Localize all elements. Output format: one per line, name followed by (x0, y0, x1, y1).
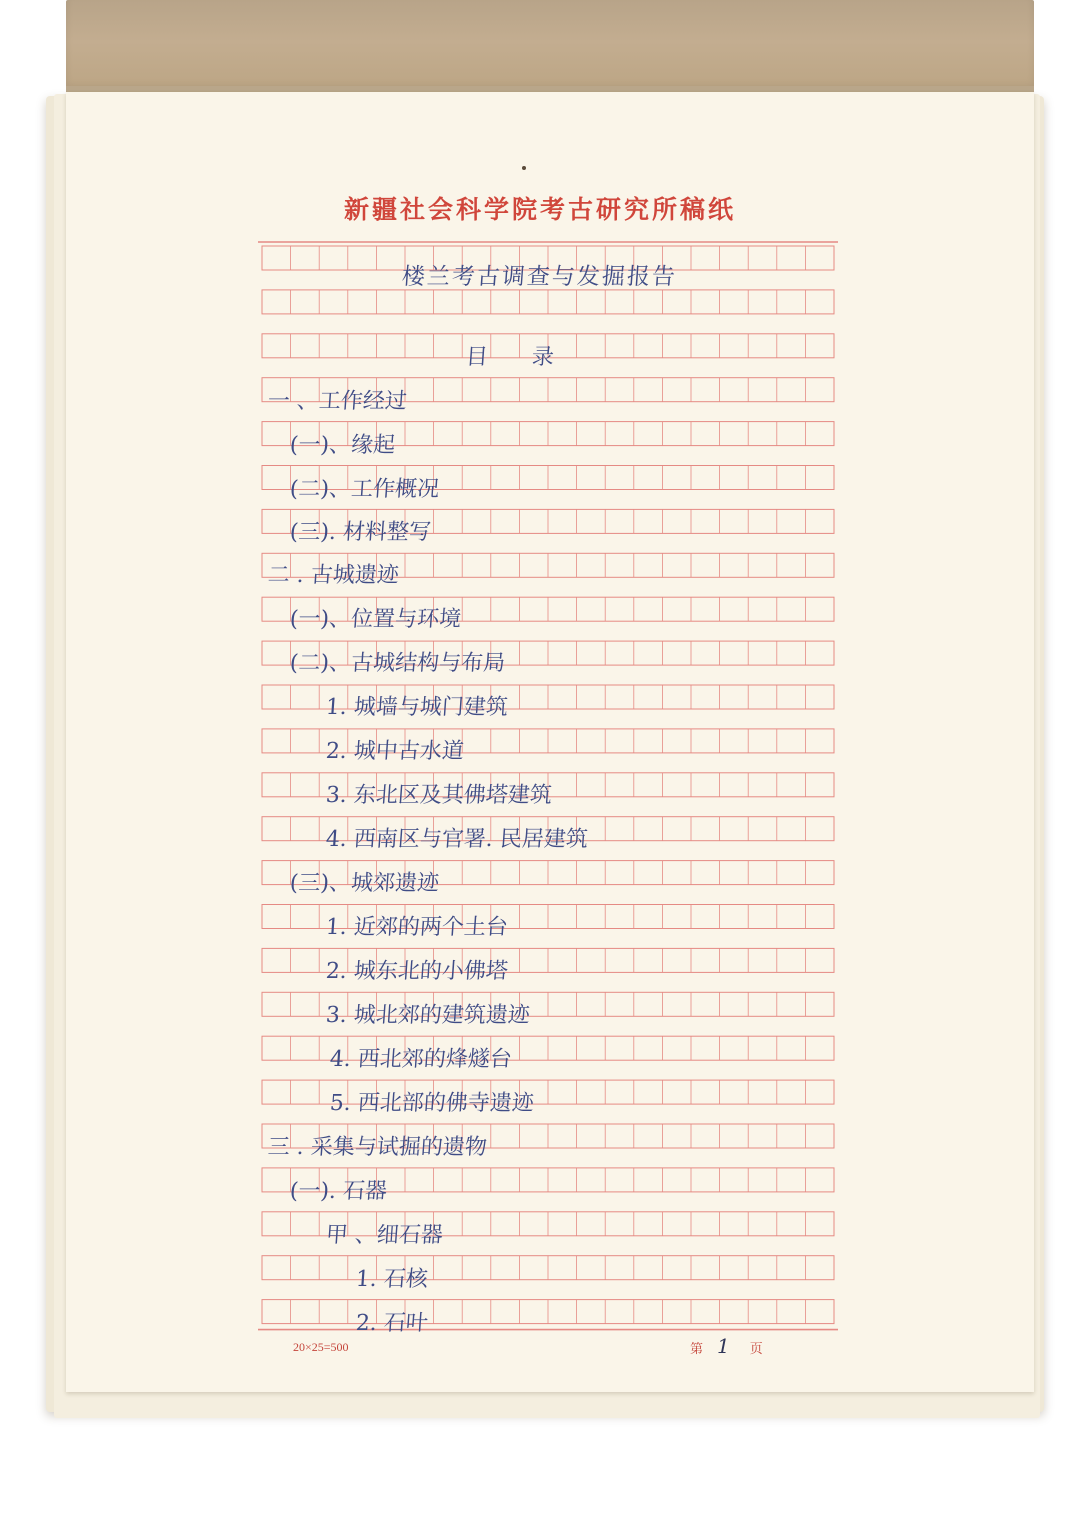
page-label (690, 1334, 763, 1358)
toc-line: (三)、城郊遗迹 (288, 871, 440, 896)
toc-line: (二)、工作概况 (288, 477, 440, 502)
toc-line: (一)、缘起 (288, 433, 396, 458)
toc-line: (二)、古城结构与布局 (288, 651, 506, 676)
toc-heading: 目 录 (464, 345, 555, 370)
toc-line: (一). 石器 (288, 1179, 388, 1204)
toc-line: 5. 西北部的佛寺遗迹 (328, 1091, 535, 1116)
toc-line: 1. 城墙与城门建筑 (324, 695, 509, 720)
page-prefix: 第 (690, 1342, 704, 1357)
toc-line: (三). 材料整写 (288, 520, 432, 545)
toc-line: 三 . 采集与试掘的遗物 (266, 1135, 488, 1160)
toc-line: 4. 西南区与官署. 民居建筑 (324, 827, 589, 852)
toc-line: 甲 、细石器 (324, 1223, 444, 1248)
toc-line: 1. 近郊的两个土台 (324, 915, 509, 940)
toc-line: 3. 城北郊的建筑遗迹 (324, 1003, 531, 1028)
document-title: 楼兰考古调查与发掘报告 (400, 264, 678, 290)
toc-line: 4. 西北郊的烽燧台 (328, 1047, 513, 1072)
toc-line: 2. 石叶 (354, 1311, 429, 1336)
page-suffix: 页 (749, 1342, 763, 1357)
toc-line: 2. 城东北的小佛塔 (324, 959, 509, 984)
page-number: 1 (717, 1334, 730, 1358)
toc-line: (一)、位置与环境 (288, 607, 462, 632)
toc-line: 2. 城中古水道 (324, 739, 465, 764)
toc-line: 3. 东北区及其佛塔建筑 (324, 783, 553, 808)
toc-line: 1. 石核 (354, 1267, 429, 1292)
toc-line: 一 、工作经过 (266, 389, 408, 414)
paper-format: 20×25=500 (293, 1340, 349, 1354)
paper-header: 新疆社会科学院考古研究所稿纸 (343, 195, 736, 224)
toc-line: 二 . 古城遗迹 (266, 563, 400, 588)
